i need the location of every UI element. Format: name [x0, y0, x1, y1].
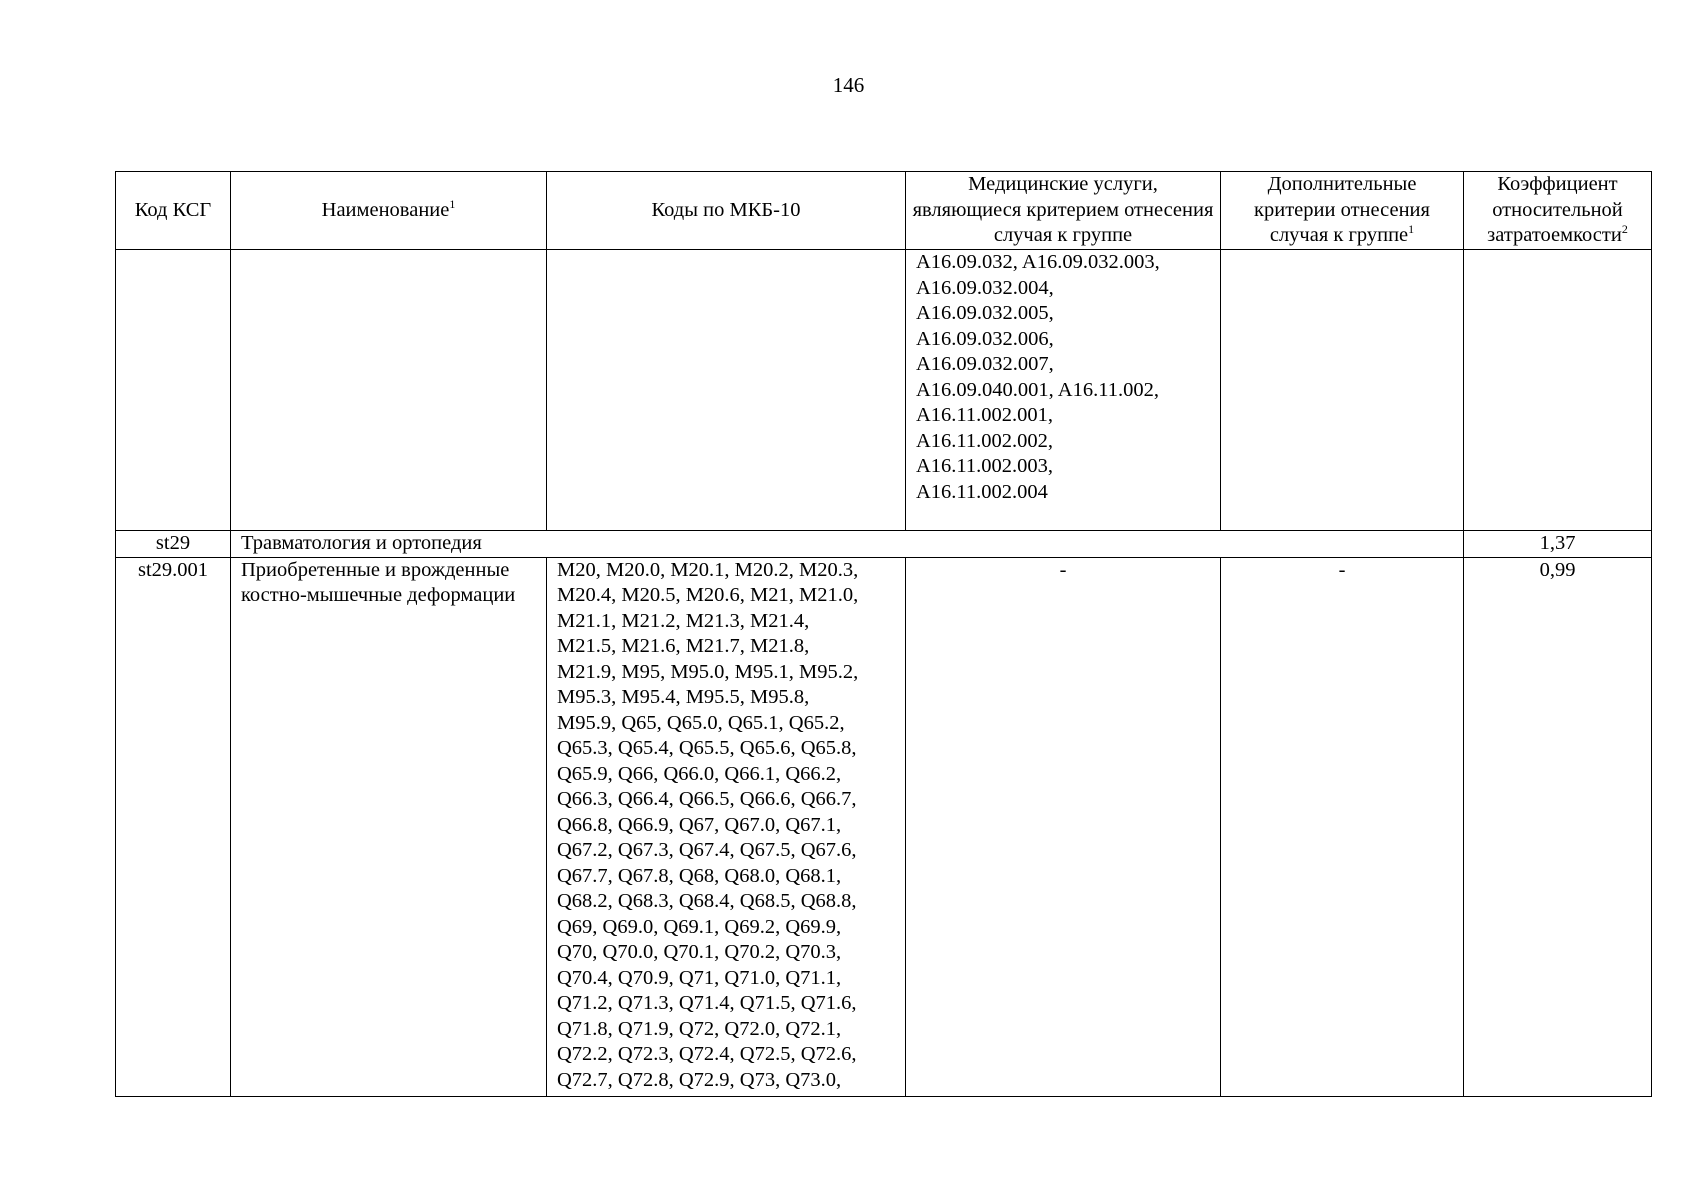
header-coefficient: Коэффициент относительной затратоемкости$^2$	[1464, 172, 1652, 250]
header-mkb-codes: Коды по МКБ-10	[547, 172, 906, 250]
row-extra-criteria: -	[1221, 557, 1464, 1096]
header-extra-criteria: Дополнительные критерии отнесения случая к группе$^1$	[1221, 172, 1464, 250]
continuation-row	[116, 250, 1652, 531]
row-name: Приобретенные и врожденные костно-мышечные деформации	[231, 557, 547, 1096]
header-medical-services: Медицинские услуги, являющиеся критерием отнесения случая к группе	[906, 172, 1221, 250]
footnote-marker: 1	[1408, 222, 1415, 237]
row-coefficient: 0,99	[1464, 557, 1652, 1096]
row-code: st29.001	[116, 557, 231, 1096]
header-name: Наименование$^1$	[231, 172, 547, 250]
page-number: 146	[832, 73, 865, 97]
cell-code	[116, 250, 231, 531]
group-row	[116, 531, 1652, 558]
table-row	[116, 557, 1652, 1096]
group-code: st29	[116, 531, 231, 558]
group-name: Травматология и ортопедия	[231, 531, 1464, 558]
group-coefficient: 1,37	[1464, 531, 1652, 558]
cell-medical-services: A16.09.032, A16.09.032.003, A16.09.032.004, A16.09.032.005, A16.09.032.006, A16.09.032.007, A16.09.040.001, A16.11.002, A16.11.002.001, A16.11.002.002, A16.11.002.003, A16.11.002.004	[906, 250, 1221, 531]
row-mkb-codes: M20, M20.0, M20.1, M20.2, M20.3, M20.4, M20.5, M20.6, M21, M21.0, M21.1, M21.2, M21.3, M21.4, M21.5, M21.6, M21.7, M21.8, M21.9, M95, M95.0, M95.1, M95.2, M95.3, M95.4, M95.5, M95.8, M95.9, Q65, Q65.0, Q65.1, Q65.2, Q65.3, Q65.4, Q65.5, Q65.6, Q65.8, Q65.9, Q66, Q66.0, Q66.1, Q66.2, Q66.3, Q66.4, Q66.5, Q66.6, Q66.7, Q66.8, Q66.9, Q67, Q67.0, Q67.1, Q67.2, Q67.3, Q67.4, Q67.5, Q67.6, Q67.7, Q67.8, Q68, Q68.0, Q68.1, Q68.2, Q68.3, Q68.4, Q68.5, Q68.8, Q69, Q69.0, Q69.1, Q69.2, Q69.9, Q70, Q70.0, Q70.1, Q70.2, Q70.3, Q70.4, Q70.9, Q71, Q71.0, Q71.1, Q71.2, Q71.3, Q71.4, Q71.5, Q71.6, Q71.8, Q71.9, Q72, Q72.0, Q72.1, Q72.2, Q72.3, Q72.4, Q72.5, Q72.6, Q72.7, Q72.8, Q72.9, Q73, Q73.0,	[547, 557, 906, 1096]
cell-extra-criteria	[1221, 250, 1464, 531]
row-medical-services: -	[906, 557, 1221, 1096]
header-code: Код КСГ	[116, 172, 231, 250]
cell-name	[231, 250, 547, 531]
table-header-row	[116, 172, 1652, 250]
cell-coefficient	[1464, 250, 1652, 531]
footnote-marker: 2	[1621, 222, 1628, 237]
cell-mkb-codes	[547, 250, 906, 531]
ksg-table	[115, 171, 1652, 1097]
footnote-marker: 1	[449, 196, 456, 211]
